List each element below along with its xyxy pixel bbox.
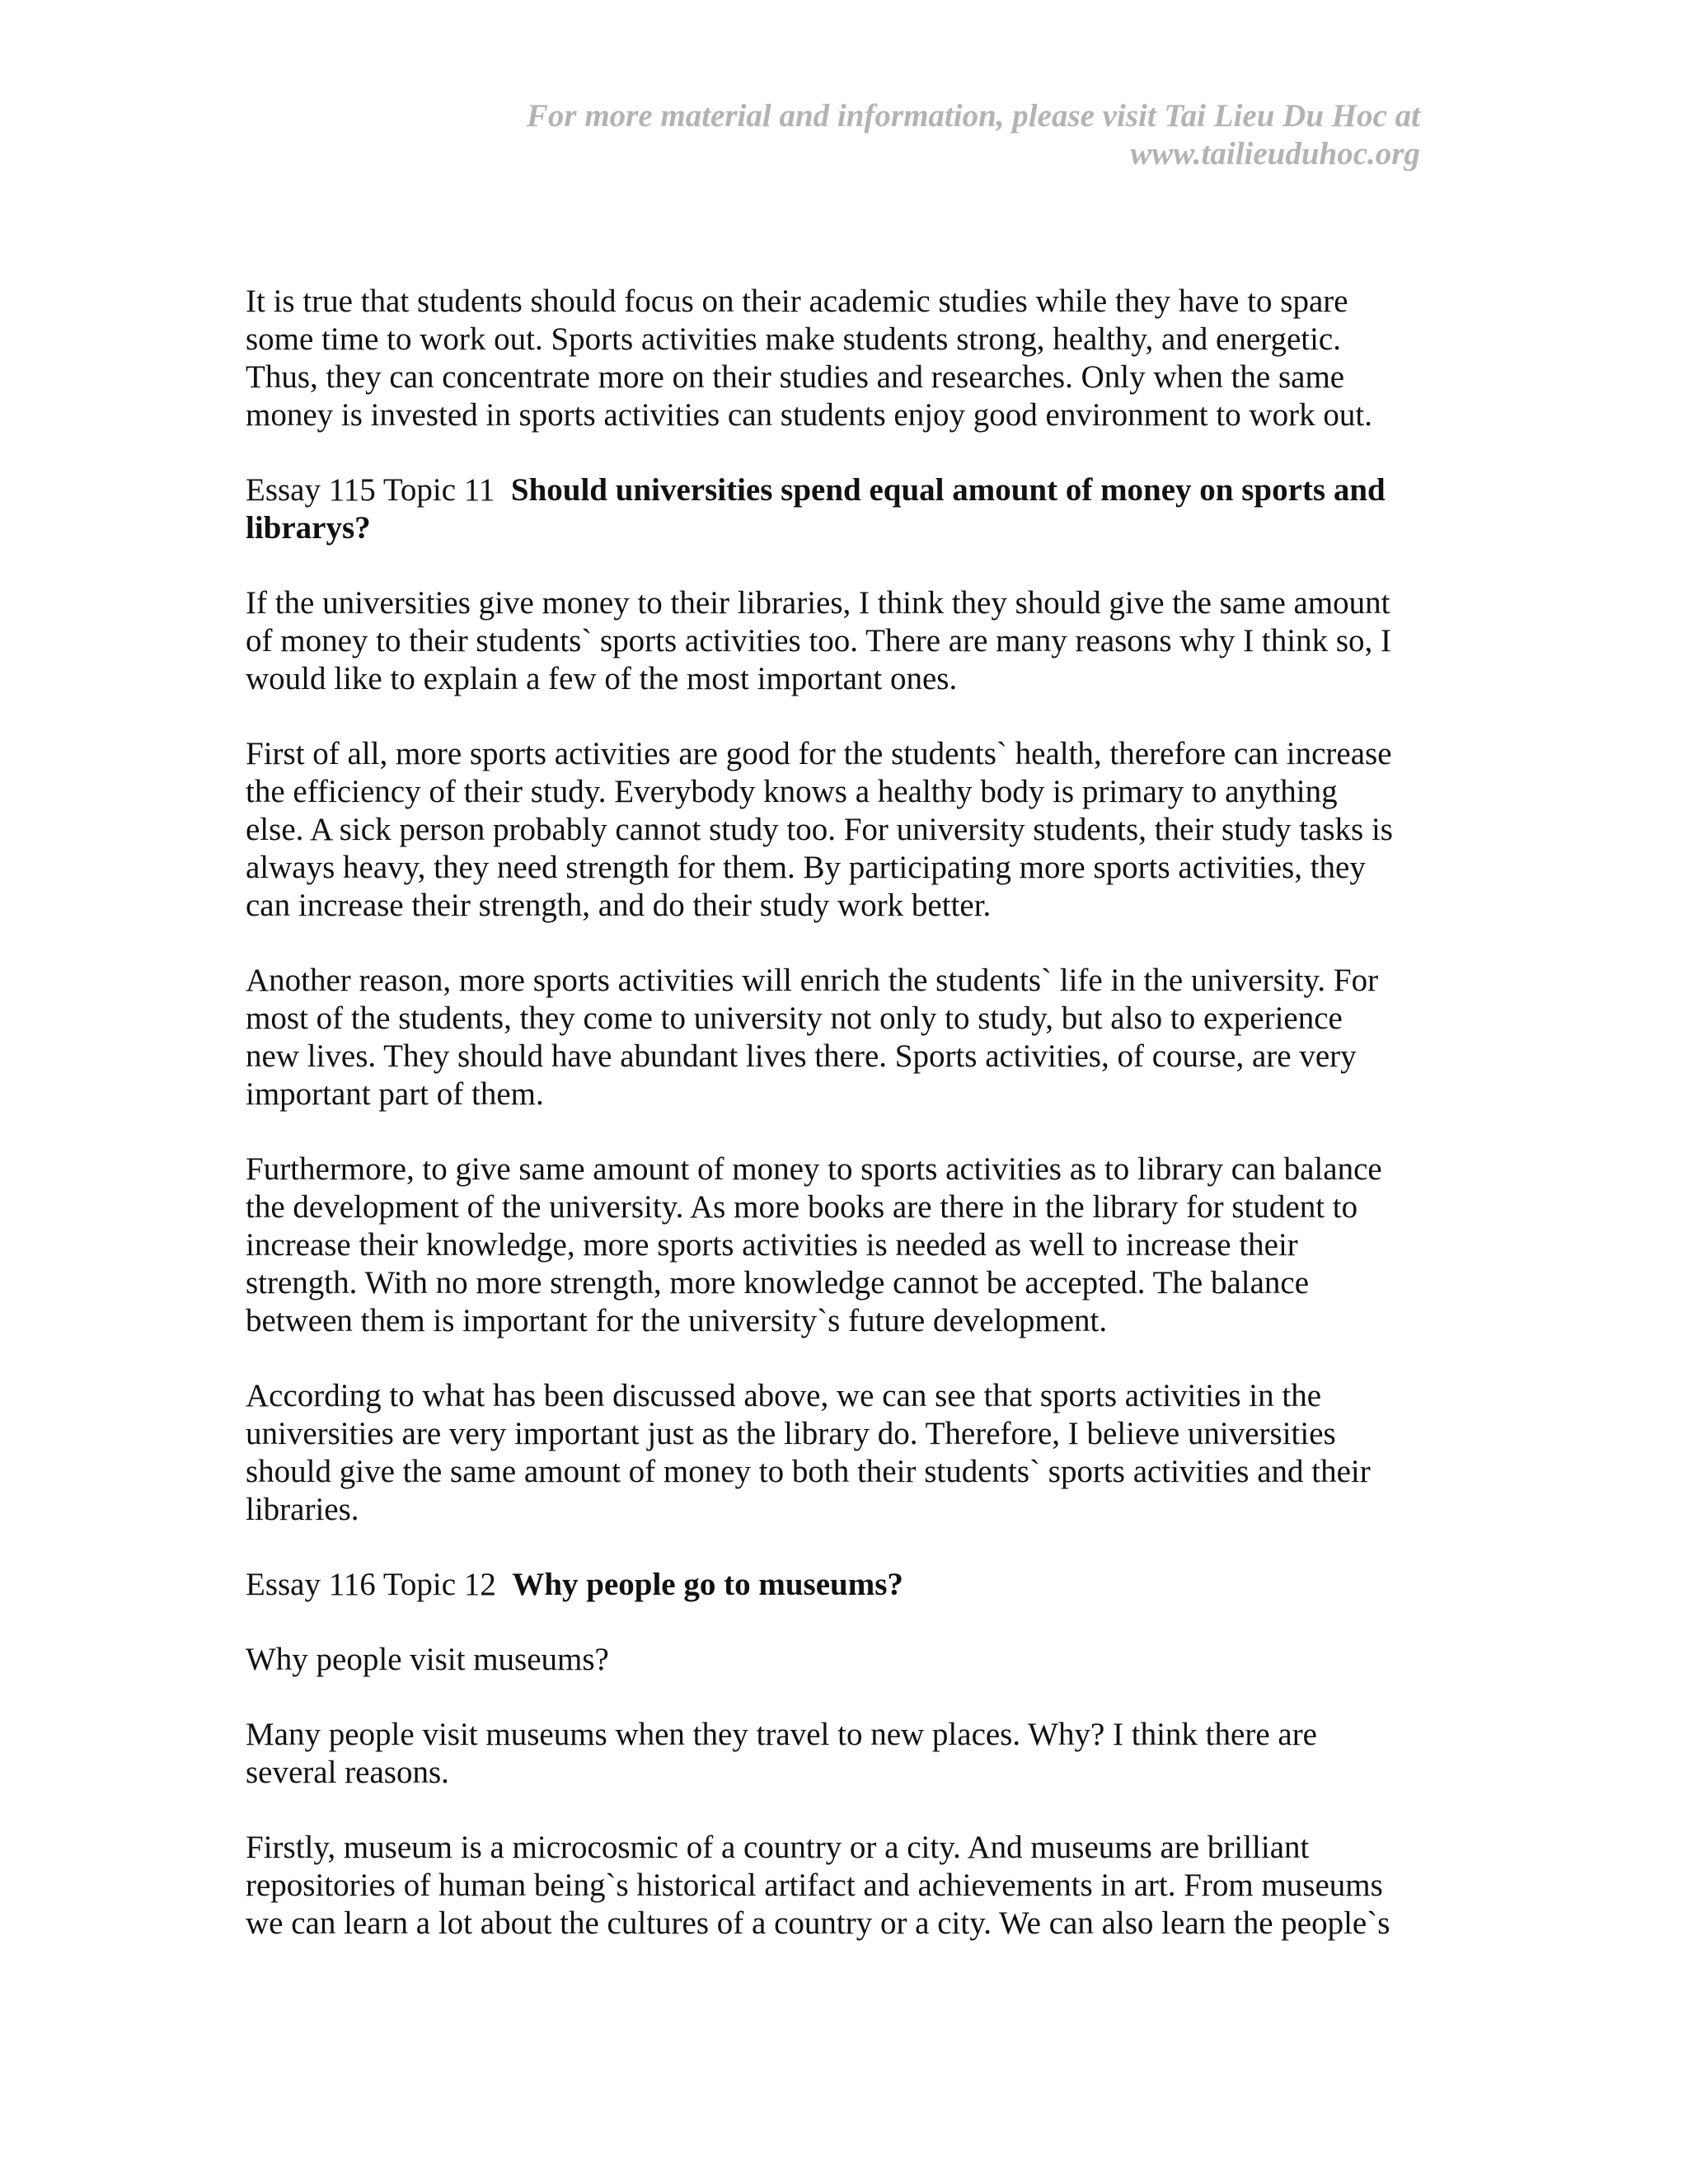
essay-115-paragraph-1 — [246, 584, 1441, 698]
text-line: First of all, more sports activities are good for the students` health, therefore can increase — [246, 736, 1392, 771]
intro-paragraph — [246, 283, 1441, 434]
essay-116-title: Why people go to museums? — [512, 1567, 903, 1602]
text-line: several reasons. — [246, 1755, 449, 1790]
essay-115-heading — [246, 471, 1441, 547]
essay-115-label: Essay 115 Topic 11 — [246, 472, 495, 508]
text-line: It is true that students should focus on their academic studies while they have to spare — [246, 284, 1348, 319]
text-line: always heavy, they need strength for them. By participating more sports activities, they — [246, 850, 1366, 885]
text-line: can increase their strength, and do their study work better. — [246, 888, 992, 923]
text-line: of money to their students` sports activities too. There are many reasons why I think so, I — [246, 623, 1391, 658]
header-line-1: For more material and information, please visit Tai Lieu Du Hoc at — [526, 98, 1420, 134]
text-line: money is invested in sports activities can students enjoy good environment to work out. — [246, 397, 1372, 433]
text-line: the development of the university. As more books are there in the library for student to — [246, 1189, 1358, 1225]
text-line: increase their knowledge, more sports activities is needed as well to increase their — [246, 1227, 1298, 1263]
document-body — [246, 283, 1441, 1980]
text-line: repositories of human being`s historical artifact and achievements in art. From museums — [246, 1868, 1383, 1903]
essay-115-title-cont: librarys? — [246, 510, 371, 546]
text-line: Firstly, museum is a microcosmic of a country or a city. And museums are brilliant — [246, 1830, 1310, 1865]
essay-115-paragraph-2 — [246, 735, 1441, 925]
text-line: Why people visit museums? — [246, 1642, 609, 1677]
text-line: Another reason, more sports activities will enrich the students` life in the university. For — [246, 963, 1379, 998]
essay-115-paragraph-4 — [246, 1151, 1441, 1340]
text-line: else. A sick person probably cannot study too. For university students, their study tasks is — [246, 812, 1393, 847]
text-line: Many people visit museums when they travel to new places. Why? I think there are — [246, 1717, 1317, 1752]
text-line: Furthermore, to give same amount of money to sports activities as to library can balance — [246, 1151, 1382, 1187]
text-line: libraries. — [246, 1492, 359, 1527]
text-line: most of the students, they come to university not only to study, but also to experience — [246, 1001, 1343, 1036]
essay-116-heading — [246, 1566, 1441, 1604]
text-line: between them is important for the university`s future development. — [246, 1303, 1108, 1338]
essay-116-label: Essay 116 Topic 12 — [246, 1567, 496, 1602]
essay-115-paragraph-5 — [246, 1377, 1441, 1529]
text-line: According to what has been discussed above, we can see that sports activities in the — [246, 1378, 1322, 1413]
text-line: If the universities give money to their libraries, I think they should give the same amount — [246, 585, 1390, 621]
header-website-link[interactable]: www.tailieuduhoc.org — [1130, 136, 1420, 171]
page-header — [431, 97, 1420, 173]
text-line: Thus, they can concentrate more on their studies and researches. Only when the same — [246, 359, 1345, 395]
essay-116-paragraph-1 — [246, 1641, 1441, 1679]
essay-116-paragraph-2 — [246, 1716, 1441, 1792]
essay-115-title: Should universities spend equal amount of money on sports and — [510, 472, 1386, 508]
essay-115-paragraph-3 — [246, 962, 1441, 1113]
text-line: we can learn a lot about the cultures of a country or a city. We can also learn the people`s — [246, 1905, 1390, 1941]
text-line: important part of them. — [246, 1076, 544, 1112]
text-line: strength. With no more strength, more knowledge cannot be accepted. The balance — [246, 1265, 1310, 1301]
text-line: would like to explain a few of the most important ones. — [246, 661, 958, 696]
text-line: new lives. They should have abundant lives there. Sports activities, of course, are very — [246, 1038, 1357, 1074]
essay-116-paragraph-3 — [246, 1829, 1441, 1943]
text-line: should give the same amount of money to both their students` sports activities and their — [246, 1454, 1371, 1489]
text-line: the efficiency of their study. Everybody knows a healthy body is primary to anything — [246, 774, 1338, 809]
text-line: some time to work out. Sports activities make students strong, healthy, and energetic. — [246, 321, 1341, 357]
text-line: universities are very important just as the library do. Therefore, I believe universities — [246, 1416, 1336, 1451]
